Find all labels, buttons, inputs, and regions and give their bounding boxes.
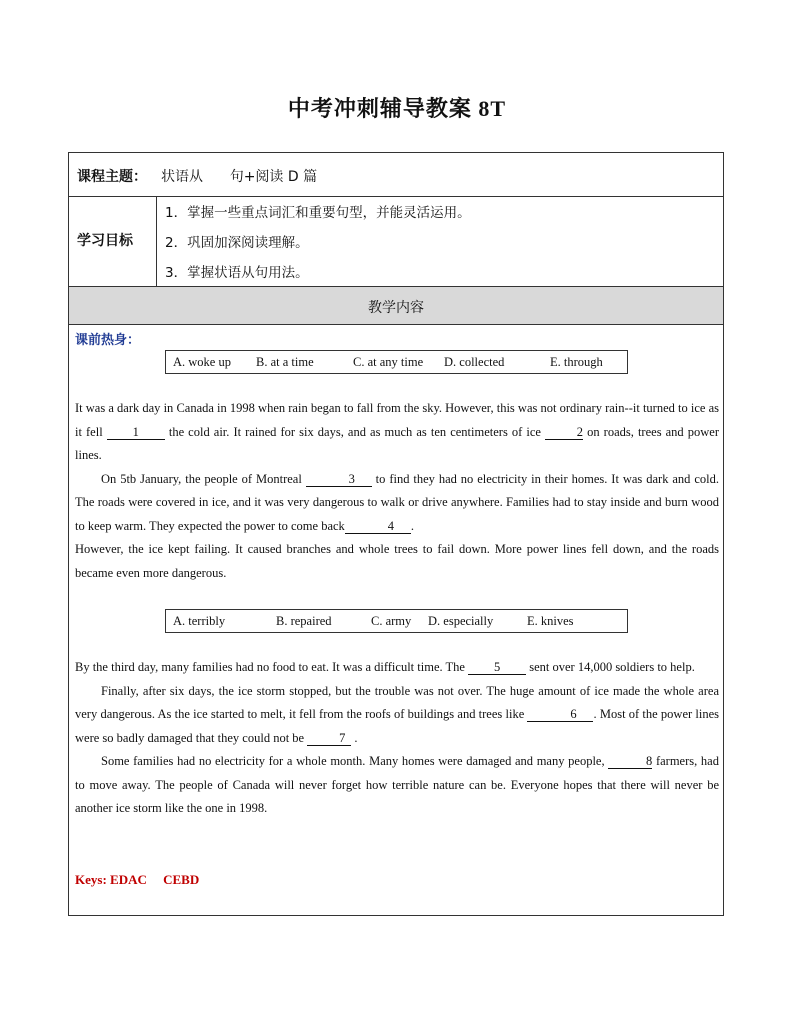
word-option: B. repaired (276, 614, 332, 628)
passage-text: By the third day, many families had no food to eat. It was a difficult time. The (75, 660, 469, 674)
passage-text: On 5tb January, the people of Montreal (101, 471, 306, 486)
topic-value: 状语从 句+阅读 D 篇 (161, 169, 318, 185)
word-bank-2 (165, 609, 628, 633)
topic-label: 课程主题： (77, 169, 147, 185)
passage-text: Some families had no electricity for a whole month. Many homes were damaged and many people, (101, 754, 609, 768)
word-option: B. at a time (256, 355, 314, 369)
blank-2: 2 (545, 425, 583, 440)
passage-text: . (410, 518, 414, 533)
passage-2 (75, 656, 719, 821)
topic-row (69, 153, 723, 197)
passage-text: . (351, 730, 358, 745)
word-option: A. woke up (173, 355, 231, 369)
word-option: D. collected (444, 355, 505, 369)
answer-keys: Keys: EDAC CEBD (75, 872, 200, 887)
passage-text: farmers, had to move away. The people of Canada will never forget how terrible nature can be. Everyone hopes that there will never be another ice storm like the one in 1998. (75, 754, 719, 815)
passage-text: However, the ice kept failing. It caused branches and whole trees to fail down. More power lines fell down, and the roads became even more dangerous. (75, 542, 719, 580)
blank-3: 3 (306, 472, 372, 487)
lesson-table (68, 152, 724, 916)
blank-7: 7 (307, 731, 351, 746)
blank-6: 6 (527, 707, 593, 722)
blank-4: 4 (345, 519, 411, 534)
goals-label: 学习目标 (77, 233, 133, 249)
passage-text: to find they had no electricity in their homes. It was dark and cold. The roads were covered in ice, and it was very dangerous to walk or drive anywhere. Families had to stay inside and burn wood to keep warm. They expected the power to come back (75, 471, 719, 533)
passage-text: the cold air. It rained for six days, and as much as ten centimeters of ice (164, 424, 546, 439)
goal-item: 1．掌握一些重点词汇和重要句型，并能灵活运用。 (165, 205, 471, 221)
content-heading-row (69, 287, 723, 325)
passage-1 (75, 397, 719, 585)
goals-divider (156, 197, 157, 286)
passage-text: It was a dark day in Canada in 1998 when rain began to fall from the sky. However, this was not ordinary rain--it turned to ice as it fell (75, 401, 719, 439)
passage-text: . Most of the power lines were so badly damaged that they could not be (75, 707, 719, 745)
word-bank-1 (165, 350, 628, 374)
word-option: D. especially (428, 614, 494, 628)
blank-1: 1 (107, 425, 165, 440)
word-option: C. army (371, 614, 412, 628)
blank-8: 8 (608, 754, 652, 769)
passage-text: on roads, trees and power lines. (75, 424, 719, 462)
word-option: E. through (550, 355, 603, 369)
passage-text: sent over 14,000 soldiers to help. (526, 660, 695, 674)
word-option: E. knives (527, 614, 574, 628)
blank-5: 5 (468, 660, 526, 675)
page-title: 中考冲刺辅导教案 8T (287, 96, 507, 121)
goals-row (69, 197, 723, 287)
word-option: C. at any time (353, 355, 424, 369)
goal-item: 3．掌握状语从句用法。 (165, 265, 309, 281)
passage-text: Finally, after six days, the ice storm stopped, but the trouble was not over. The huge amount of ice made the whole area very dangerous. As the ice started to melt, it fell from the roofs of buildings and trees like (75, 683, 719, 721)
content-heading: 教学内容 (368, 300, 424, 316)
goal-item: 2．巩固加深阅读理解。 (165, 235, 309, 251)
warmup-label: 课前热身： (75, 333, 141, 348)
word-option: A. terribly (173, 614, 226, 628)
